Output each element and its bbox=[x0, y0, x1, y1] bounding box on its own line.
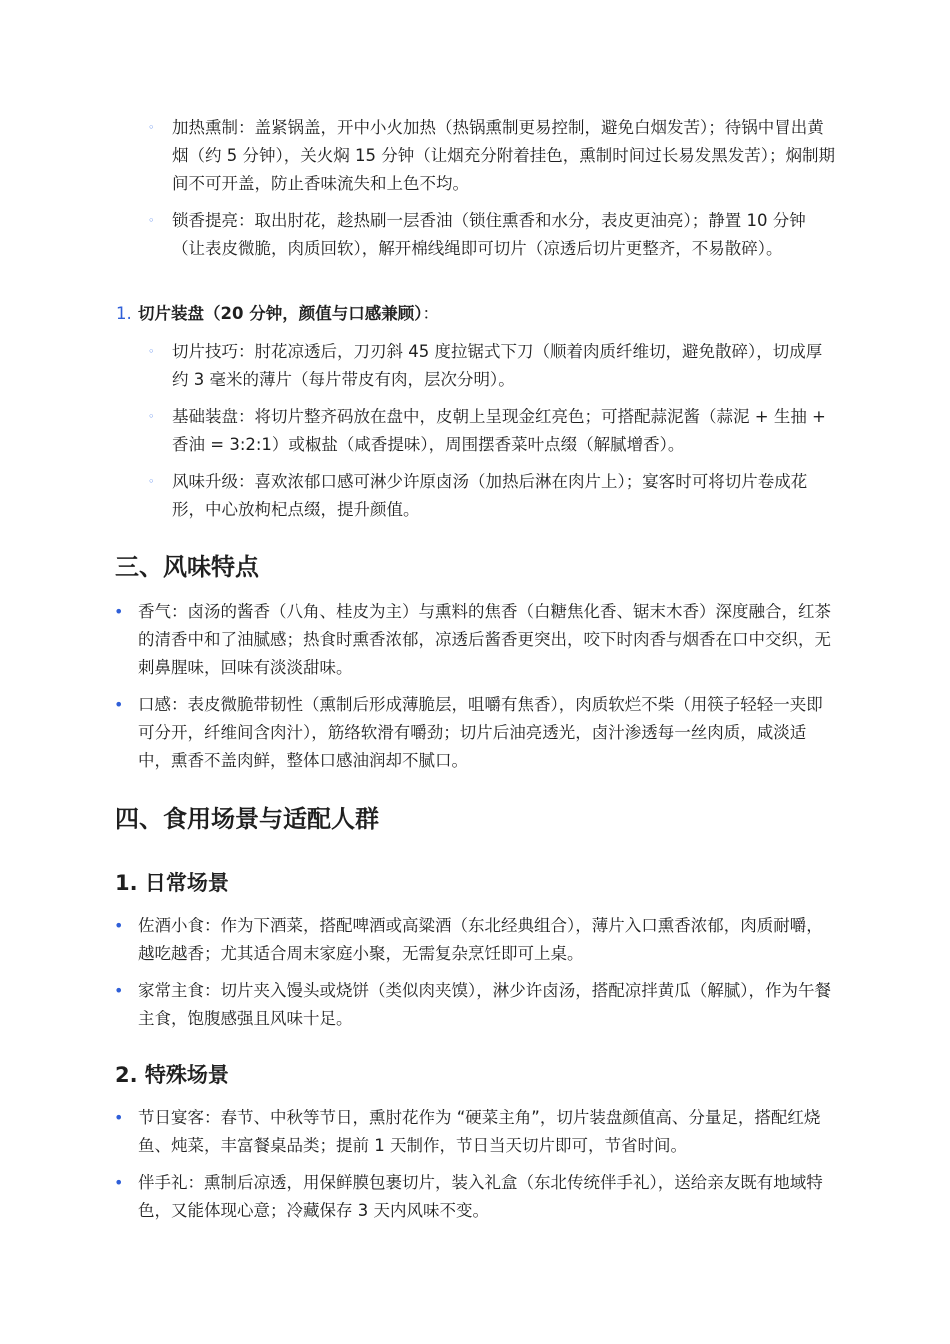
hollow-bullet-icon: ◦ bbox=[148, 214, 155, 227]
bullet-icon: • bbox=[114, 1108, 124, 1127]
list-item: • 节日宴客：春节、中秋等节日，熏肘花作为 “硬菜主角”，切片装盘颜值高、分量足，搭配红烧鱼、炖菜，丰富餐桌品类；提前 1 天制作，节日当天切片即可，节省时间。 bbox=[138, 1104, 838, 1160]
list-item: ◦ 基础装盘：将切片整齐码放在盘中，皮朝上呈现金红亮色；可搭配蒜泥酱（蒜泥 + 生抽 + 香油 = 3:2:1）或椒盐（咸香提味），周围摆香菜叶点缀（解腻增香）。 bbox=[172, 403, 836, 459]
bullet-icon: • bbox=[114, 981, 124, 1000]
list-item: ◦ 切片技巧：肘花凉透后，刀刃斜 45 度拉锯式下刀（顺着肉质纤维切，避免散碎），切成厚约 3 毫米的薄片（每片带皮有肉，层次分明）。 bbox=[172, 338, 836, 394]
section-heading: 三、风味特点 bbox=[115, 553, 259, 581]
list-item: ◦ 加热熏制：盖紧锅盖，开中小火加热（热锅熏制更易控制，避免白烟发苦）；待锅中冒出黄烟（约 5 分钟），关火焖 15 分钟（让烟充分附着挂色，熏制时间过长易发黑发苦）；焖制期间不可开盖，防止香味流失和上色不均。 bbox=[172, 114, 836, 198]
subsection-heading: 1. 日常场景 bbox=[115, 871, 229, 895]
step-sub-list bbox=[0, 338, 950, 533]
bullet-icon: • bbox=[114, 1173, 124, 1192]
daily-scene-list bbox=[0, 912, 950, 1042]
hollow-bullet-icon: ◦ bbox=[148, 410, 155, 423]
hollow-bullet-icon: ◦ bbox=[148, 475, 155, 488]
hollow-bullet-icon: ◦ bbox=[148, 121, 155, 134]
step-number: 1. bbox=[116, 304, 132, 323]
flavor-list bbox=[0, 598, 950, 784]
list-item: ◦ 风味升级：喜欢浓郁口感可淋少许原卤汤（加热后淋在肉片上）；宴客时可将切片卷成花形，中心放枸杞点缀，提升颜值。 bbox=[172, 468, 836, 524]
numbered-step bbox=[0, 300, 950, 328]
step-title: 切片装盘（20 分钟，颜值与口感兼顾）： bbox=[138, 304, 439, 323]
bullet-icon: • bbox=[114, 695, 124, 714]
special-scene-list bbox=[0, 1104, 950, 1234]
list-item: • 香气：卤汤的酱香（八角、桂皮为主）与熏料的焦香（白糖焦化香、锯末木香）深度融合，红茶的清香中和了油腻感；热食时熏香浓郁，凉透后酱香更突出，咬下时肉香与烟香在口中交织，无刺鼻腥味，回味有淡淡甜味。 bbox=[138, 598, 838, 682]
subsection-heading: 2. 特殊场景 bbox=[115, 1063, 229, 1087]
list-item: • 口感：表皮微脆带韧性（熏制后形成薄脆层，咀嚼有焦香），肉质软烂不柴（用筷子轻轻一夹即可分开，纤维间含肉汁），筋络软滑有嚼劲；切片后油亮透光，卤汁渗透每一丝肉质，咸淡适中，熏香不盖肉鲜，整体口感油润却不腻口。 bbox=[138, 691, 838, 775]
list-item: • 家常主食：切片夹入馒头或烧饼（类似肉夹馍），淋少许卤汤，搭配凉拌黄瓜（解腻），作为午餐主食，饱腹感强且风味十足。 bbox=[138, 977, 838, 1033]
list-item: ◦ 锁香提亮：取出肘花，趁热刷一层香油（锁住熏香和水分，表皮更油亮）；静置 10 分钟（让表皮微脆，肉质回软），解开棉线绳即可切片（凉透后切片更整齐，不易散碎）。 bbox=[172, 207, 836, 263]
bullet-icon: • bbox=[114, 602, 124, 621]
hollow-bullet-icon: ◦ bbox=[148, 345, 155, 358]
section-heading: 四、食用场景与适配人群 bbox=[115, 805, 379, 833]
list-item: • 伴手礼：熏制后凉透，用保鲜膜包裹切片，装入礼盒（东北传统伴手礼），送给亲友既有地域特色，又能体现心意；冷藏保存 3 天内风味不变。 bbox=[138, 1169, 838, 1225]
step-sub-list bbox=[0, 114, 950, 272]
bullet-icon: • bbox=[114, 916, 124, 935]
list-item: • 佐酒小食：作为下酒菜，搭配啤酒或高粱酒（东北经典组合），薄片入口熏香浓郁，肉质耐嚼，越吃越香；尤其适合周末家庭小聚，无需复杂烹饪即可上桌。 bbox=[138, 912, 838, 968]
